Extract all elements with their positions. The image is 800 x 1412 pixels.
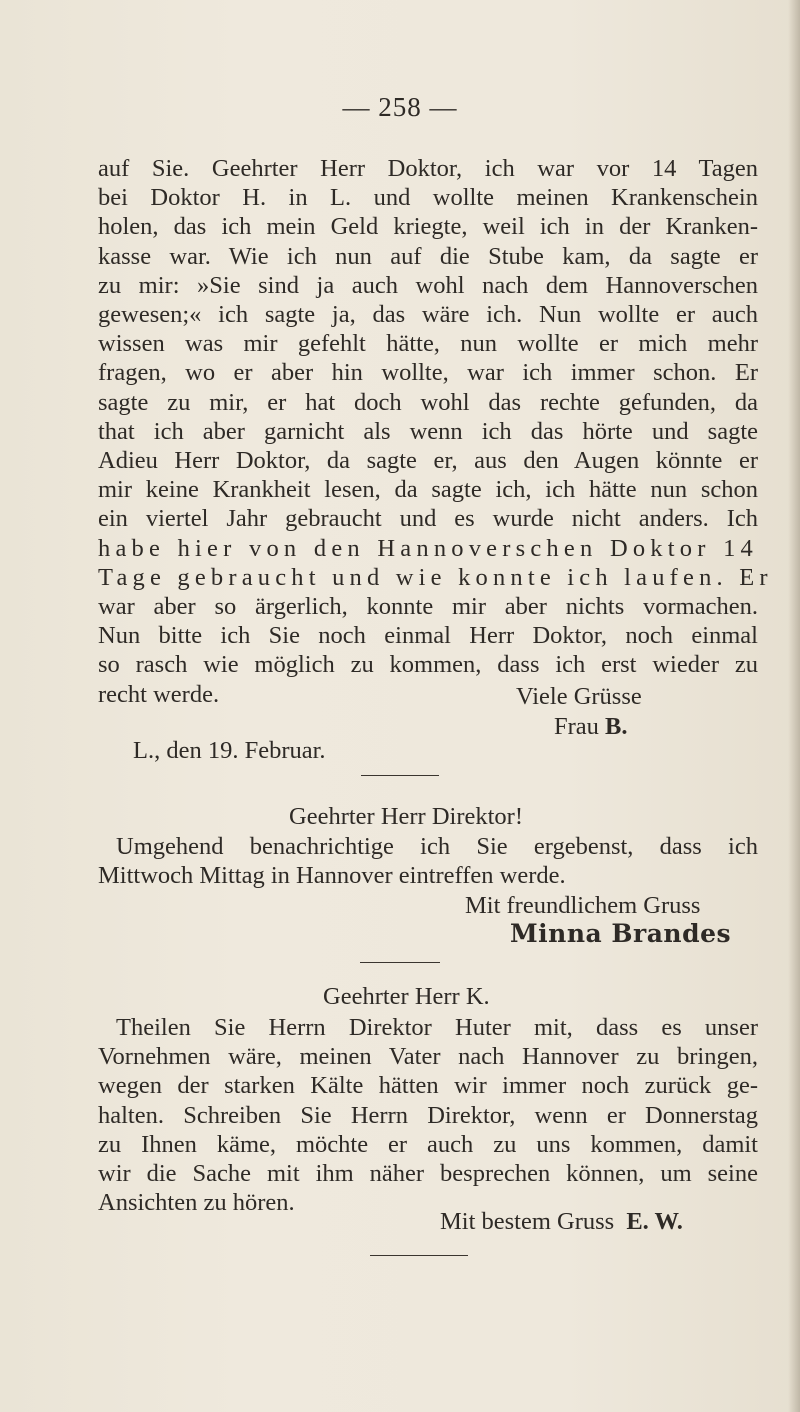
text-line: wissen was mir gefehlt hätte, nun wollte er mich mehr [98, 330, 758, 358]
text-line: zu Ihnen käme, möchte er auch zu uns kommen, damit [98, 1130, 758, 1158]
spaced-text-line: habe hier von den Hannoverschen Doktor 14 [98, 534, 758, 562]
text-line: kasse war. Wie ich nun auf die Stube kam, da sagte er [98, 242, 758, 270]
text-line: holen, das ich mein Geld kriegte, weil ich in der Kranken- [98, 213, 758, 241]
spaced-text-line: Tage gebraucht und wie konnte ich laufen. Er [98, 563, 773, 591]
text-line: that ich aber garnicht als wenn ich das hörte und sagte [98, 417, 758, 445]
text-line: Mittwoch Mittag in Hannover eintreffen werde. [98, 862, 566, 890]
text-line: Theilen Sie Herrn Direktor Huter mit, dass es unser [116, 1014, 758, 1041]
text-line: wegen der starken Kälte hätten wir immer noch zurück ge- [98, 1072, 758, 1100]
divider-rule [361, 775, 439, 776]
text-line: sagte zu mir, er hat doch wohl das rechte gefunden, da [98, 388, 758, 416]
text-line: zu mir: »Sie sind ja auch wohl nach dem Hannoverschen [98, 271, 758, 299]
letter-1-closing: Viele Grüsse [516, 683, 642, 710]
divider-rule [370, 1255, 468, 1256]
letter-3-salutation: Geehrter Herr K. [323, 983, 490, 1010]
letter-2-closing: Mit freundlichem Gruss [465, 892, 701, 919]
text-line: auf Sie. Geehrter Herr Doktor, ich war vor 14 Tagen [98, 155, 758, 182]
letter-3-body [98, 1013, 758, 1217]
letter-2-signature: Minna Brandes [510, 919, 732, 948]
text-line: Adieu Herr Doktor, da sagte er, aus den Augen könnte er [98, 447, 758, 475]
letter-1-signature [554, 713, 628, 741]
letter-2-salutation: Geehrter Herr Direktor! [289, 803, 523, 830]
text-line: fragen, wo er aber hin wollte, war ich immer schon. Er [98, 359, 758, 387]
letter-2-body [98, 832, 758, 890]
text-line: wir die Sache mit ihm näher besprechen können, um seine [98, 1160, 758, 1188]
page-edge-shadow [788, 0, 800, 1412]
text-line: halten. Schreiben Sie Herrn Direktor, wenn er Donnerstag [98, 1101, 758, 1129]
divider-rule [360, 962, 440, 963]
letter-1-body [98, 154, 773, 709]
letter-3-closing [440, 1208, 683, 1236]
text-line: gewesen;« ich sagte ja, das wäre ich. Nun wollte er auch [98, 301, 758, 329]
text-line: Umgehend benachrichtige ich Sie ergebenst, dass ich [116, 833, 758, 860]
signature-prefix: Frau [554, 713, 599, 740]
closing-text: Mit bestem Gruss [440, 1208, 615, 1235]
page-number: — 258 — [342, 92, 458, 122]
text-line: bei Doktor H. in L. und wollte meinen Krankenschein [98, 184, 758, 212]
text-line: mir keine Krankheit lesen, da sagte ich, ich hätte nun schon [98, 476, 758, 504]
text-line: Vornehmen wäre, meinen Vater nach Hannover zu bringen, [98, 1043, 758, 1071]
letter-1-place-date: L., den 19. Februar. [133, 737, 326, 764]
text-line: recht werde. [98, 680, 220, 708]
text-line: Nun bitte ich Sie noch einmal Herr Doktor, noch einmal [98, 622, 758, 650]
text-line: ein viertel Jahr gebraucht und es wurde nicht anders. Ich [98, 505, 758, 533]
text-line: so rasch wie möglich zu kommen, dass ich erst wieder zu [98, 651, 758, 679]
signature-initials: E. W. [626, 1208, 683, 1235]
text-line: war aber so ärgerlich, konnte mir aber nichts vormachen. [98, 593, 758, 621]
signature-initial: B. [605, 713, 628, 740]
text-line: Ansichten zu hören. [98, 1189, 295, 1217]
